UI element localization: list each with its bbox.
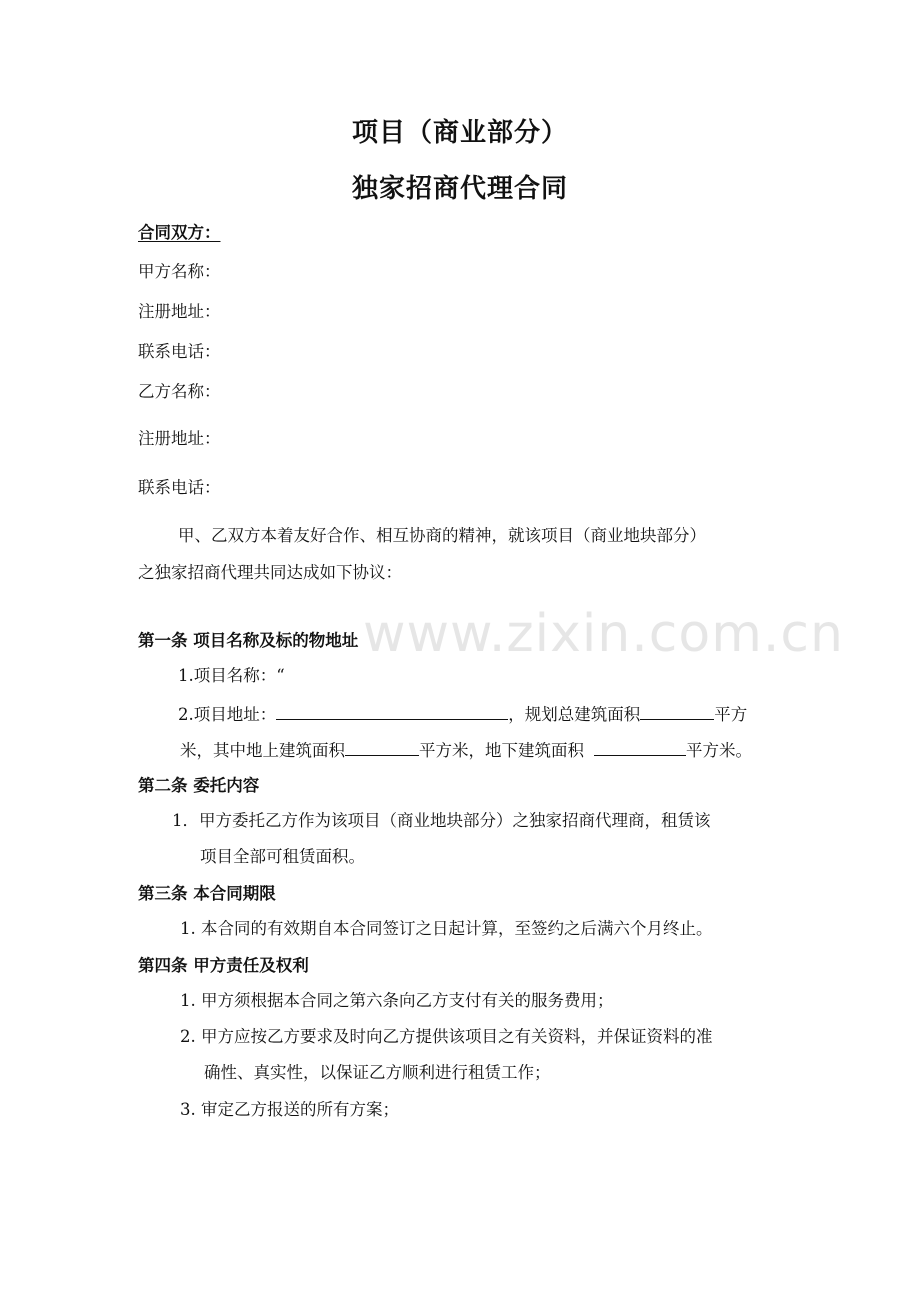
- article-4-item-2-line-2: 确性、真实性，以保证乙方顺利进行租赁工作；: [204, 1063, 551, 1082]
- party-a-phone: 联系电话：: [138, 342, 221, 361]
- item-2-prefix: 2.项目地址：: [178, 705, 277, 724]
- article-2-item-1-line-1: 1．甲方委托乙方作为该项目（商业地块部分）之独家招商代理商，租赁该: [172, 811, 711, 830]
- preamble-line-1: 甲、乙双方本着友好合作、相互协商的精神，就该项目（商业地块部分）: [178, 526, 706, 545]
- title-line-2: 独家招商代理合同: [351, 174, 568, 204]
- article-2-heading: 第二条 委托内容: [138, 776, 260, 795]
- title-line-1: 项目（商业部分）: [351, 118, 568, 148]
- above-ground-area-blank: [345, 739, 419, 756]
- item-2-unit-1: 平方: [714, 705, 748, 724]
- party-b-name: 乙方名称：: [138, 382, 221, 401]
- underground-area-blank: [594, 739, 686, 756]
- article-3-item-1: 1. 本合同的有效期自本合同签订之日起计算，至签约之后满六个月终止。: [180, 919, 713, 938]
- party-b-phone: 联系电话：: [138, 478, 221, 497]
- article-1-item-1: 1.项目名称：“: [178, 666, 285, 685]
- article-4-item-1: 1. 甲方须根据本合同之第六条向乙方支付有关的服务费用；: [180, 991, 614, 1010]
- article-3-heading: 第三条 本合同期限: [138, 884, 276, 903]
- address-blank: [276, 703, 508, 720]
- item-2-line-2-prefix: 米，其中地上建筑面积: [180, 741, 345, 760]
- article-1-heading: 第一条 项目名称及标的物地址: [138, 631, 359, 650]
- item-2-mid: ，规划总建筑面积: [508, 705, 641, 724]
- total-area-blank: [640, 703, 714, 720]
- watermark: www.zixin.com.cn: [363, 604, 844, 664]
- preamble-line-2: 之独家招商代理共同达成如下协议：: [138, 563, 402, 582]
- item-2-unit-2: 平方米，地下建筑面积: [419, 741, 584, 760]
- party-a-address: 注册地址：: [138, 302, 221, 321]
- article-4-item-3: 3. 审定乙方报送的所有方案；: [180, 1100, 399, 1119]
- article-4-heading: 第四条 甲方责任及权利: [138, 956, 309, 975]
- parties-heading: 合同双方：: [138, 223, 221, 242]
- party-a-name: 甲方名称：: [138, 262, 221, 281]
- party-b-address: 注册地址：: [138, 429, 221, 448]
- article-4-item-2-line-1: 2. 甲方应按乙方要求及时向乙方提供该项目之有关资料，并保证资料的准: [180, 1027, 713, 1046]
- article-1-item-2-line-2: [180, 739, 752, 762]
- article-2-item-1-line-2: 项目全部可租赁面积。: [200, 847, 365, 866]
- item-2-unit-3: 平方米。: [686, 741, 752, 760]
- article-1-item-2-line-1: [178, 703, 747, 726]
